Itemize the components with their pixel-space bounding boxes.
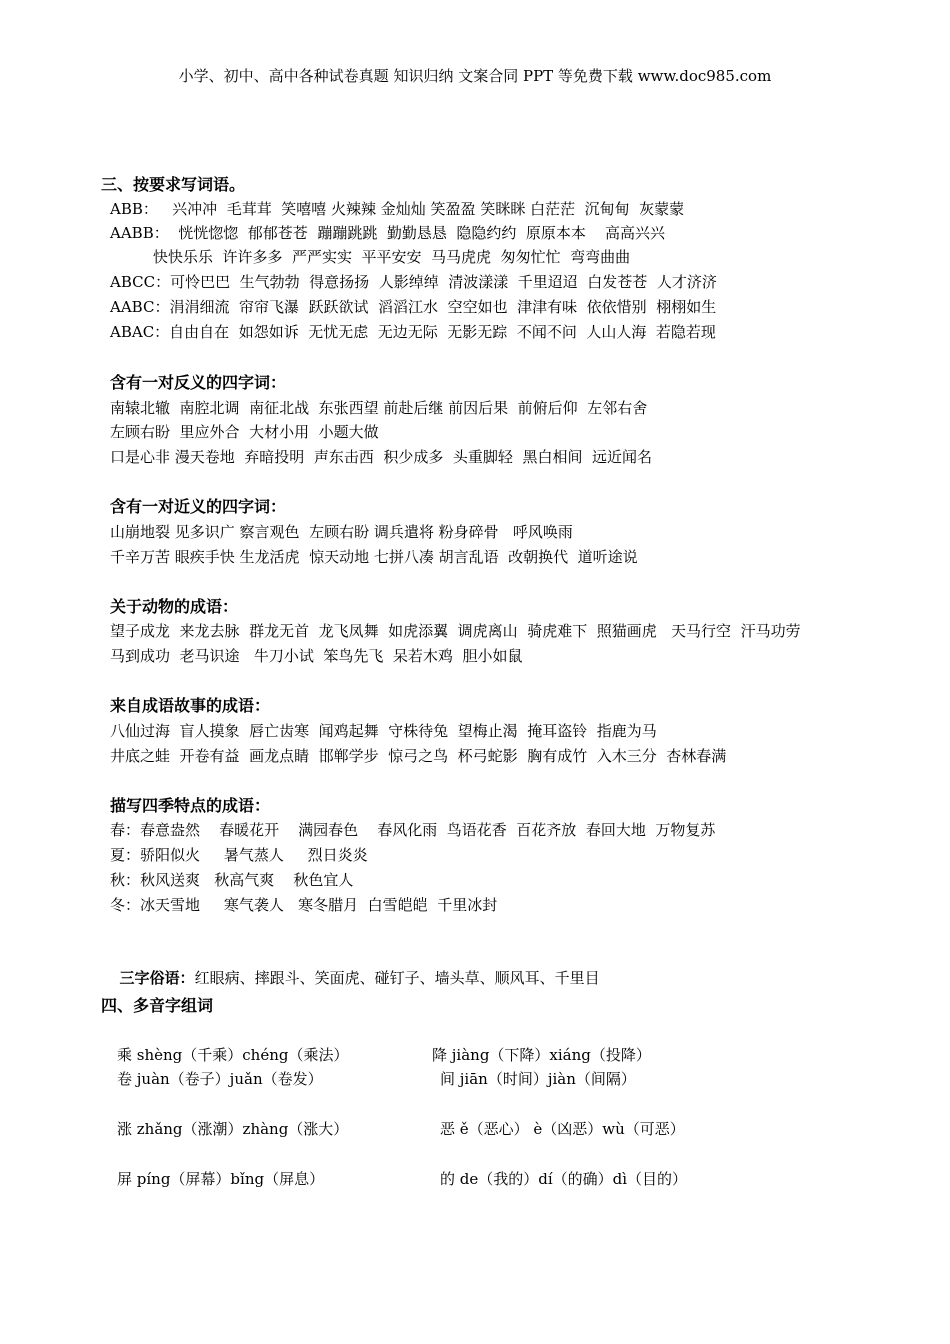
poly-left-1: 乘 shèng（千乘）chéng（乘法） — [117, 1046, 349, 1064]
aabb-line-2: 快快乐乐 许许多多 严严实实 平平安安 马马虎虎 匆匆忙忙 弯弯曲曲 — [110, 248, 631, 266]
summer-line: 夏：骄阳似火 暑气蒸人 烈日炎炎 — [110, 846, 368, 864]
synonym-title: 含有一对近义的四字词： — [110, 497, 287, 516]
poly-left-3: 涨 zhǎng（涨潮）zhàng（涨大） — [117, 1120, 349, 1138]
section-title-4: 四、多音字组词 — [101, 996, 214, 1015]
animals-line-1: 望子成龙 来龙去脉 群龙无首 龙飞凤舞 如虎添翼 调虎离山 骑虎难下 照猫画虎 天马行空 汗马功劳 — [110, 622, 801, 640]
synonym-line-2: 千辛万苦 眼疾手快 生龙活虎 惊天动地 七拼八凑 胡言乱语 改朝换代 道听途说 — [110, 548, 638, 566]
threechar-text: 红眼病、摔跟斗、笑面虎、碰钉子、墙头草、顺风耳、千里目 — [194, 969, 600, 987]
poly-left-2: 卷 juàn（卷子）juǎn（卷发） — [117, 1070, 323, 1088]
antonym-title: 含有一对反义的四字词： — [110, 373, 287, 392]
stories-line-2: 井底之蛙 开卷有益 画龙点睛 邯郸学步 惊弓之鸟 杯弓蛇影 胸有成竹 入木三分 杏林春满 — [110, 747, 727, 765]
winter-line: 冬：冰天雪地 寒气袭人 寒冬腊月 白雪皑皑 千里冰封 — [110, 896, 498, 914]
abb-line: ABB： 兴冲冲 毛茸茸 笑嘻嘻 火辣辣 金灿灿 笑盈盈 笑眯眯 白茫茫 沉甸甸 灰蒙蒙 — [110, 200, 685, 218]
antonym-line-1: 南辕北辙 南腔北调 南征北战 东张西望 前赴后继 前因后果 前俯后仰 左邻右舍 — [110, 399, 648, 417]
aabb-line-1: AABB： 恍恍惚惚 郁郁苍苍 蹦蹦跳跳 勤勤恳恳 隐隐约约 原原本本 高高兴兴 — [110, 224, 666, 242]
aabc-line: AABC：涓涓细流 帘帘飞瀑 跃跃欲试 滔滔江水 空空如也 津津有味 依依惜别 栩栩如生 — [110, 298, 717, 316]
seasons-title: 描写四季特点的成语： — [110, 796, 271, 815]
stories-line-1: 八仙过海 盲人摸象 唇亡齿寒 闻鸡起舞 守株待兔 望梅止渴 掩耳盗铃 指鹿为马 — [110, 722, 657, 740]
poly-right-4: 的 de（我的）dí（的确）dì（目的） — [440, 1170, 688, 1188]
poly-left-4: 屏 píng（屏幕）bǐng（屏息） — [117, 1170, 325, 1188]
spring-line: 春：春意盎然 春暖花开 满园春色 春风化雨 鸟语花香 百花齐放 春回大地 万物复苏 — [110, 821, 716, 839]
poly-right-3: 恶 ě（恶心） è（凶恶）wù（可恶） — [440, 1120, 685, 1138]
page-header: 小学、初中、高中各种试卷真题 知识归纳 文案合同 PPT 等免费下载 www.doc985.com — [178, 67, 772, 85]
stories-title: 来自成语故事的成语： — [110, 696, 271, 715]
animals-title: 关于动物的成语： — [110, 597, 239, 616]
antonym-line-3: 口是心非 漫天卷地 弃暗投明 声东击西 积少成多 头重脚轻 黑白相间 远近闻名 — [110, 448, 652, 466]
poly-right-1: 降 jiàng（下降）xiáng（投降） — [432, 1046, 651, 1064]
abcc-line: ABCC：可怜巴巴 生气勃勃 得意扬扬 人影绰绰 清波漾漾 千里迢迢 白发苍苍 人才济济 — [110, 273, 717, 291]
poly-right-2: 间 jiān（时间）jiàn（间隔） — [440, 1070, 636, 1088]
autumn-line: 秋：秋风送爽 秋高气爽 秋色宜人 — [110, 871, 354, 889]
threechar-line — [110, 945, 600, 989]
synonym-line-1: 山崩地裂 见多识广 察言观色 左顾右盼 调兵遣将 粉身碎骨 呼风唤雨 — [110, 523, 573, 541]
abac-line: ABAC：自由自在 如怨如诉 无忧无虑 无边无际 无影无踪 不闻不问 人山人海 若隐若现 — [110, 323, 716, 341]
antonym-line-2: 左顾右盼 里应外合 大材小用 小题大做 — [110, 423, 379, 441]
threechar-label: 三字俗语： — [119, 969, 195, 987]
section-title-3: 三、按要求写词语。 — [101, 175, 246, 194]
animals-line-2: 马到成功 老马识途 牛刀小试 笨鸟先飞 呆若木鸡 胆小如鼠 — [110, 647, 523, 665]
